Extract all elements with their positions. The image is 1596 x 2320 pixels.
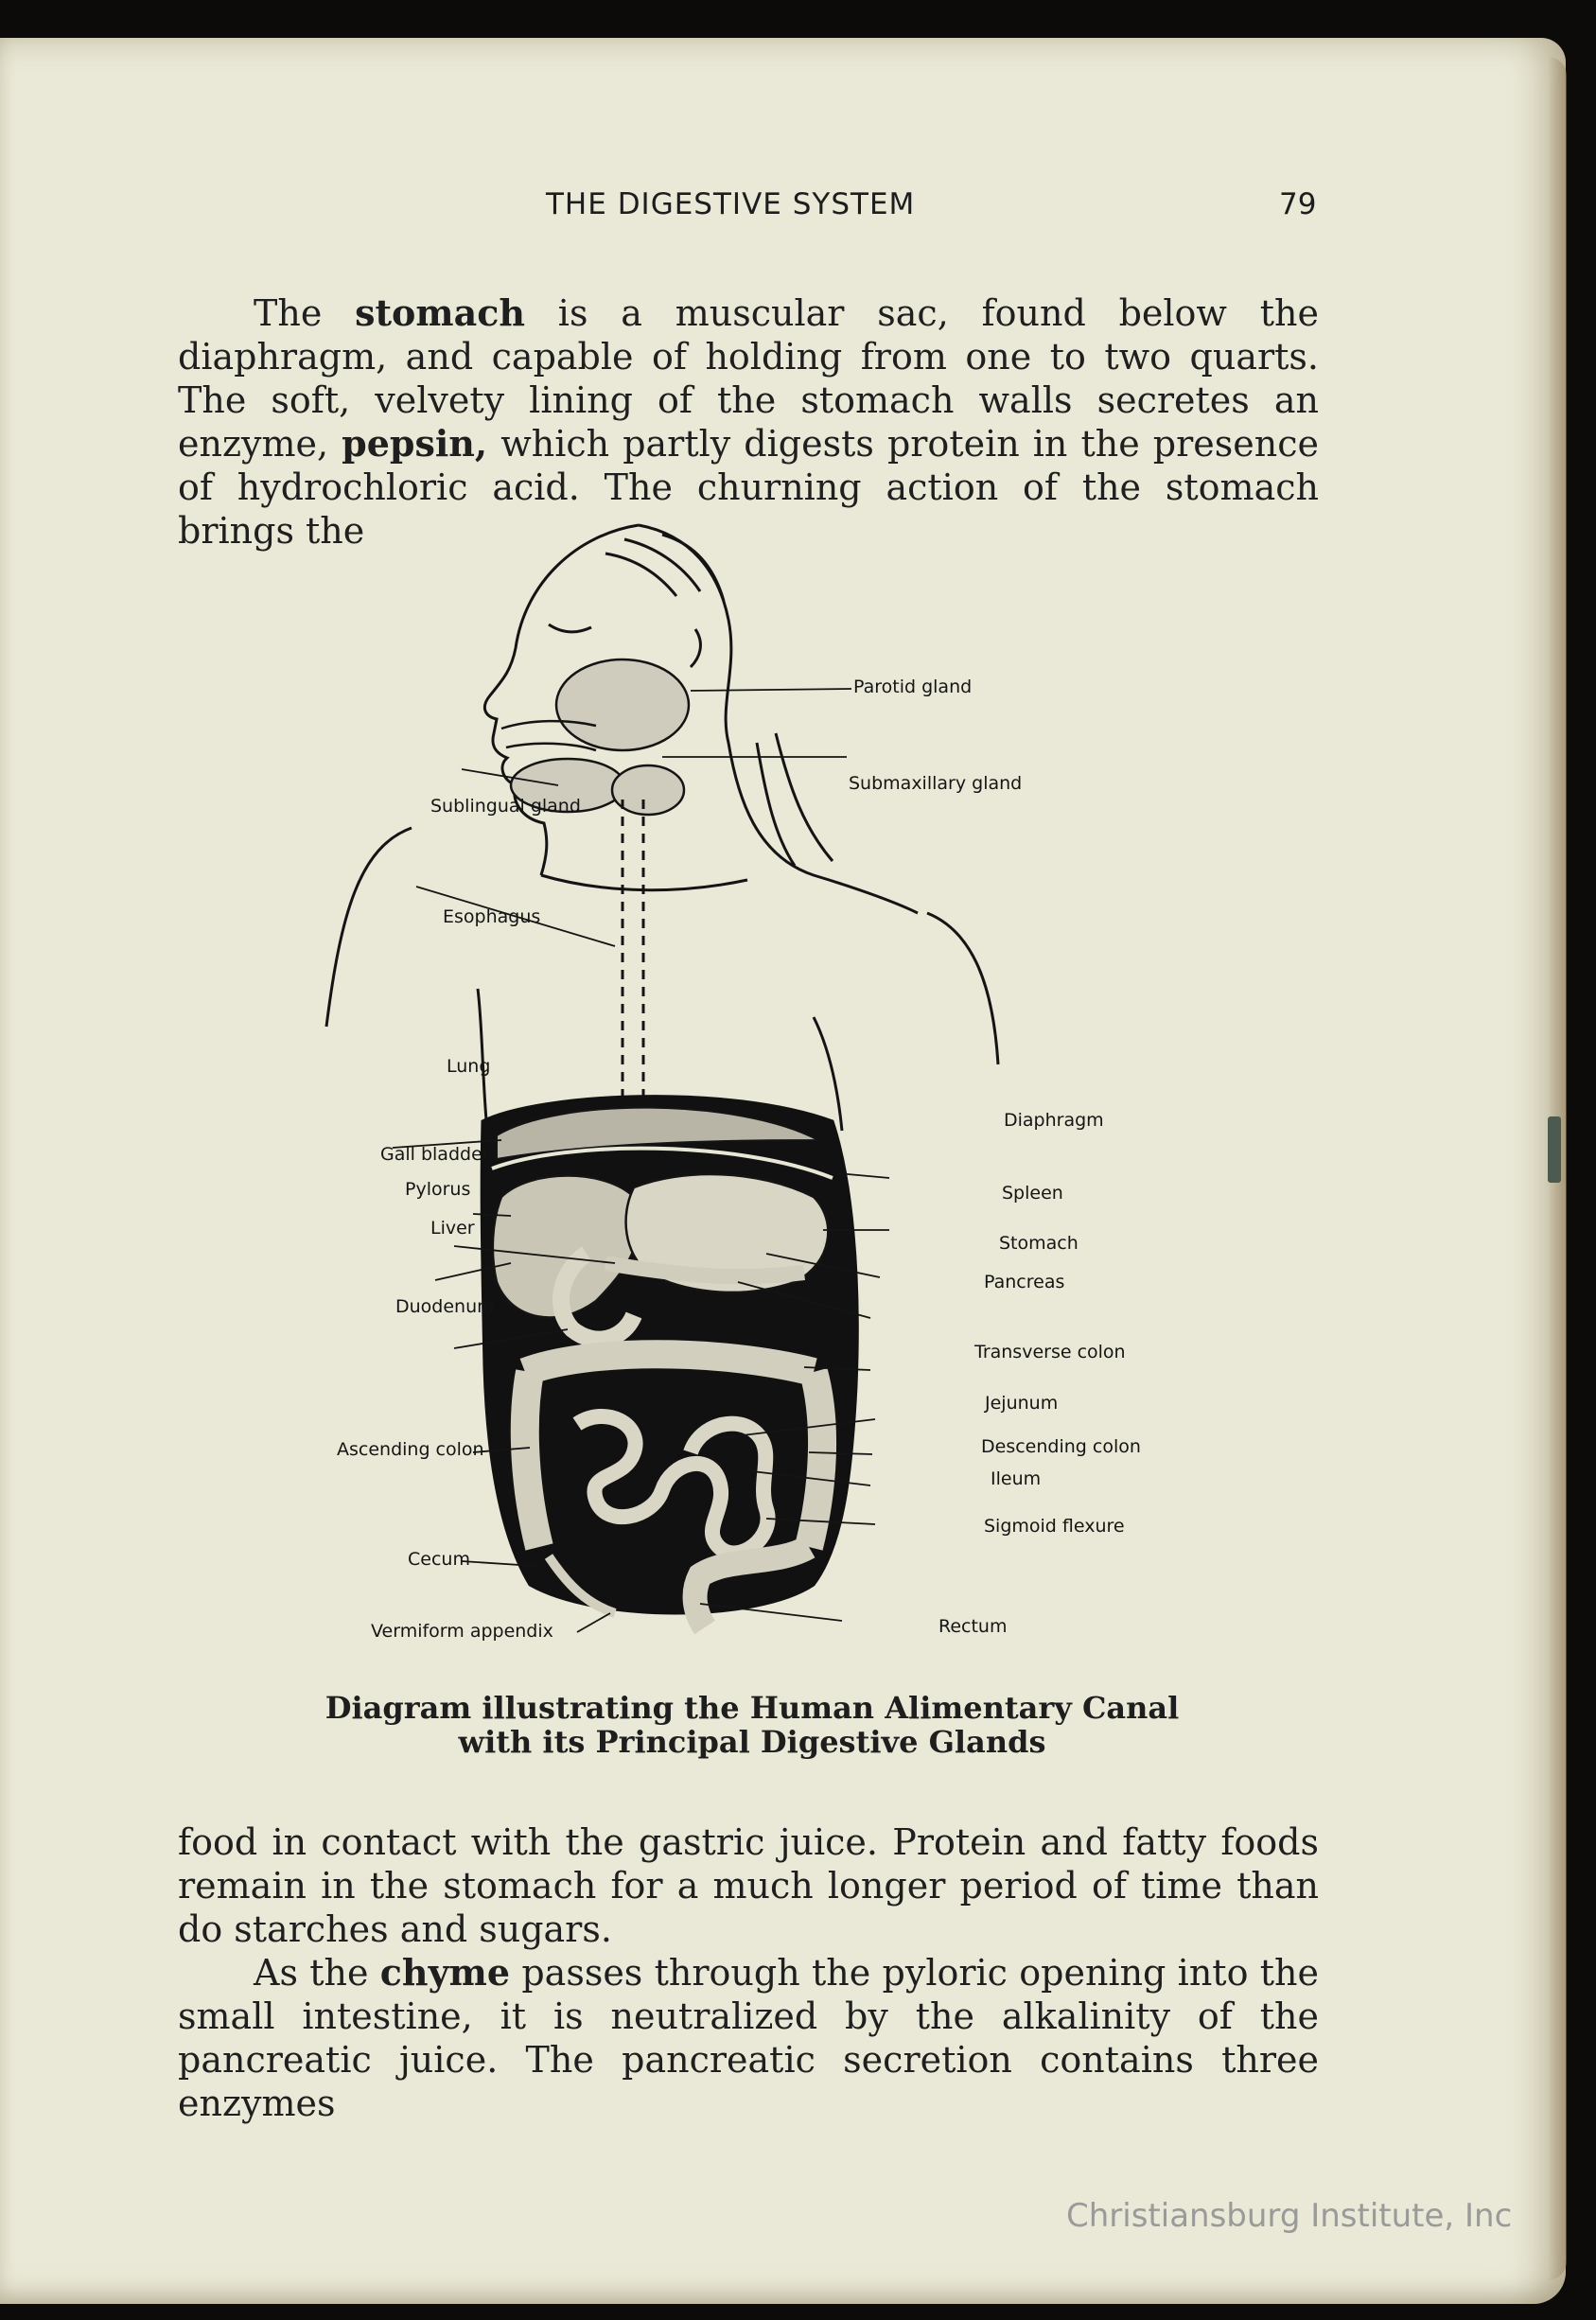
label-sigmoid-flexure: Sigmoid flexure [984,1516,1125,1537]
head-illustration [484,525,918,913]
label-rectum: Rectum [938,1616,1008,1637]
term-chyme: chyme [379,1951,511,1994]
diagram-svg [322,516,1173,1656]
label-sublingual-gland: Sublingual gland [430,796,581,817]
paragraph-chyme: As the chyme passes through the pyloric opening into the small intestine, it is neutralized by the alkalinity of the pancreatic juice. The pancreatic secretion contains three enzymes [178,1951,1319,2124]
torso-outline [326,828,998,1131]
label-vermiform-appendix: Vermiform appendix [371,1621,553,1642]
label-descending-colon: Descending colon [981,1436,1141,1457]
label-ascending-colon: Ascending colon [337,1439,484,1460]
running-head: THE DIGESTIVE SYSTEM [546,187,916,221]
label-stomach: Stomach [999,1233,1079,1254]
term-stomach: stomach [355,291,525,334]
label-diaphragm: Diaphragm [1004,1110,1104,1131]
label-esophagus: Esophagus [443,906,541,927]
paragraph-stomach: The stomach is a muscular sac, found below the diaphragm, and capable of holding from one to two quarts. The soft, velvety lining of the stomach walls secretes an enzyme, pepsin, which partly digests protein in the presence of hydrochloric acid. The churning action of the stomach brings the [178,291,1319,552]
caption-line-2: with its Principal Digestive Glands [458,1724,1046,1760]
paragraph-gastric-juice: food in contact with the gastric juice. Protein and fatty foods remain in the stomach for a much longer period of time than do starches and sugars. [178,1821,1319,1950]
diagram-caption [284,1691,1220,1759]
watermark: Christiansburg Institute, Inc [1066,2197,1513,2235]
term-pepsin: pepsin, [342,422,488,465]
ascending-colon-shape [525,1372,539,1547]
page-tab-mark [1548,1116,1561,1183]
label-jejunum: Jejunum [985,1393,1059,1414]
label-submaxillary-gland: Submaxillary gland [849,773,1023,794]
label-transverse-colon: Transverse colon [974,1342,1126,1362]
label-liver: Liver [430,1218,475,1239]
label-parotid-gland: Parotid gland [853,677,973,697]
label-gall-bladder: Gall bladder [380,1144,490,1165]
label-ileum: Ileum [991,1468,1042,1489]
page-number: 79 [1279,187,1317,221]
label-pylorus: Pylorus [405,1179,471,1200]
label-pancreas: Pancreas [984,1272,1065,1292]
label-lung: Lung [447,1056,491,1077]
label-spleen: Spleen [1002,1183,1063,1204]
esophagus-dashes [623,800,643,1140]
alimentary-canal-diagram [322,516,1173,1656]
label-cecum: Cecum [408,1549,470,1570]
salivary-glands [501,659,689,815]
caption-line-1: Diagram illustrating the Human Alimentary Canal [324,1690,1180,1726]
label-duodenum: Duodenum [395,1296,495,1317]
